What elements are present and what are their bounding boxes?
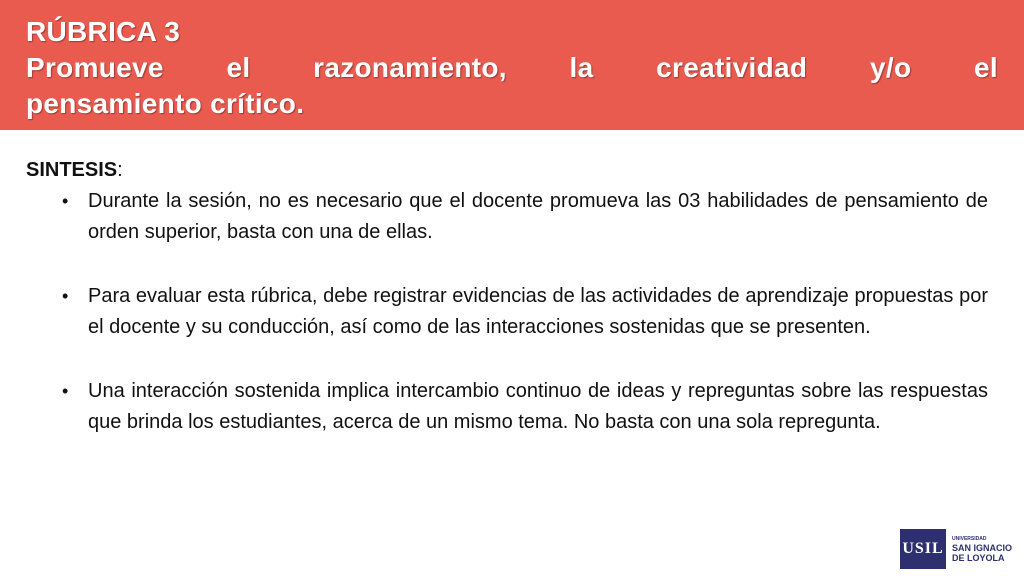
- section-colon: :: [117, 159, 123, 181]
- logo-wordmark: [952, 535, 1012, 563]
- title-line-2: Promueve el razonamiento, la creatividad y/o el: [26, 52, 998, 83]
- bullet-item: [26, 281, 988, 343]
- bullet-list: [26, 186, 988, 438]
- bullet-text: Durante la sesión, no es necesario que el docente promueva las 03 habilidades de pensamiento de orden superior, basta con una de ellas.: [88, 190, 988, 243]
- logo-mark: USIL: [900, 529, 946, 569]
- bullet-text: Una interacción sostenida implica intercambio continuo de ideas y repreguntas sobre las respuestas que brinda los estudiantes, acerca de un mismo tema. No basta con una sola repregunta.: [88, 380, 988, 433]
- title-banner: [0, 0, 1024, 130]
- section-label: SINTESIS: [26, 159, 118, 181]
- bullet-icon: •: [62, 191, 69, 211]
- slide-title: [26, 14, 998, 122]
- bullet-item: [26, 376, 988, 438]
- section-heading: [26, 155, 988, 186]
- title-line-3: pensamiento crítico.: [26, 88, 305, 119]
- bullet-icon: •: [62, 286, 69, 306]
- logo-line-1: SAN IGNACIO: [952, 543, 1013, 553]
- bullet-item: [26, 186, 988, 248]
- logo-small-text: UNIVERSIDAD: [952, 536, 987, 542]
- title-line-1: RÚBRICA 3: [26, 16, 181, 47]
- university-logo: [900, 527, 1020, 571]
- bullet-icon: •: [62, 381, 69, 401]
- bullet-text: Para evaluar esta rúbrica, debe registrar evidencias de las actividades de aprendizaje propuestas por el docente y su conducción, así como de las interacciones sostenidas que se presenten.: [88, 285, 988, 338]
- slide-body: [26, 155, 988, 471]
- logo-line-2: DE LOYOLA: [952, 553, 1005, 563]
